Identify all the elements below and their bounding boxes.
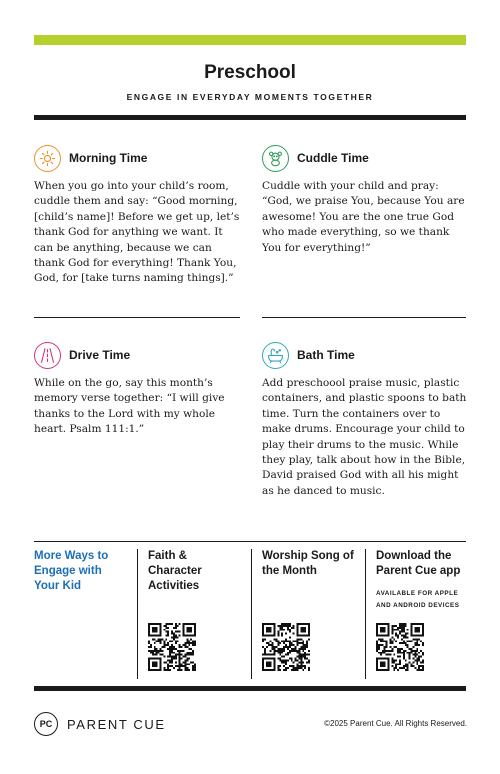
resource-title: Worship Song of the Month bbox=[262, 550, 354, 577]
column-divider bbox=[365, 549, 366, 679]
more-ways-heading: More Ways to Engage with Your Kid bbox=[34, 550, 109, 592]
footer-top-divider bbox=[34, 541, 466, 542]
column-divider bbox=[251, 549, 252, 679]
parent-cue-logo-icon: PC bbox=[34, 712, 58, 736]
section-cuddle-time bbox=[262, 143, 468, 256]
header-divider bbox=[34, 115, 466, 120]
brand-name: PARENT CUE bbox=[67, 716, 166, 732]
section-body: While on the go, say this month’s memory verse together: “I will give thanks to the Lord with my whole heart. Psalm 111:1.” bbox=[34, 377, 225, 436]
resource-faith-activities bbox=[148, 549, 243, 594]
section-title: Drive Time bbox=[69, 348, 131, 362]
page-title: Preschool bbox=[204, 62, 296, 83]
section-title: Cuddle Time bbox=[297, 151, 369, 165]
section-morning-time bbox=[34, 143, 240, 287]
column-divider bbox=[137, 549, 138, 679]
section-body: When you go into your child’s room, cuddle them and say: “Good morning, [child’s name]! Before we get up, let’s thank God for anything we want. It can be anything, because we can thank God for everything! Thank You, God, for [take turns naming things].” bbox=[34, 180, 240, 285]
section-title: Morning Time bbox=[69, 151, 148, 165]
accent-bar bbox=[34, 35, 466, 45]
resource-title: Faith & Character Activities bbox=[148, 550, 202, 592]
section-bath-time bbox=[262, 340, 468, 499]
resource-note: AVAILABLE FOR APPLE AND ANDROID DEVICES bbox=[376, 590, 460, 609]
sun-icon bbox=[34, 145, 61, 172]
qr-code-app-download[interactable] bbox=[376, 623, 424, 671]
qr-code-worship-song[interactable] bbox=[262, 623, 310, 671]
section-body: Cuddle with your child and pray: “God, we praise You, because You are awesome! You are the one true God who made everything, so we thank You for everything!” bbox=[262, 180, 465, 254]
footer-divider bbox=[34, 686, 466, 691]
section-drive-time bbox=[34, 340, 240, 438]
copyright-text: ©2025 Parent Cue. All Rights Reserved. bbox=[324, 719, 467, 728]
section-divider bbox=[262, 317, 466, 318]
resource-parent-cue-app bbox=[376, 549, 472, 612]
bathtub-icon bbox=[262, 342, 289, 369]
resource-title: Download the Parent Cue app bbox=[376, 550, 461, 577]
resource-worship-song bbox=[262, 549, 357, 579]
section-body: Add preschoool praise music, plastic containers, and plastic spoons to bath time. Turn the containers over to make drums. Encourage your child to play their drums to the music. While they play, talk about how in the Bible, David praised God with all his might as he danced to music. bbox=[262, 377, 467, 497]
page-subtitle: ENGAGE IN EVERYDAY MOMENTS TOGETHER bbox=[126, 92, 374, 102]
section-title: Bath Time bbox=[297, 348, 355, 362]
qr-code-faith-activities[interactable] bbox=[148, 623, 196, 671]
section-divider bbox=[34, 317, 240, 318]
road-icon bbox=[34, 342, 61, 369]
parent-cue-logo bbox=[34, 712, 166, 736]
teddy-bear-icon bbox=[262, 145, 289, 172]
